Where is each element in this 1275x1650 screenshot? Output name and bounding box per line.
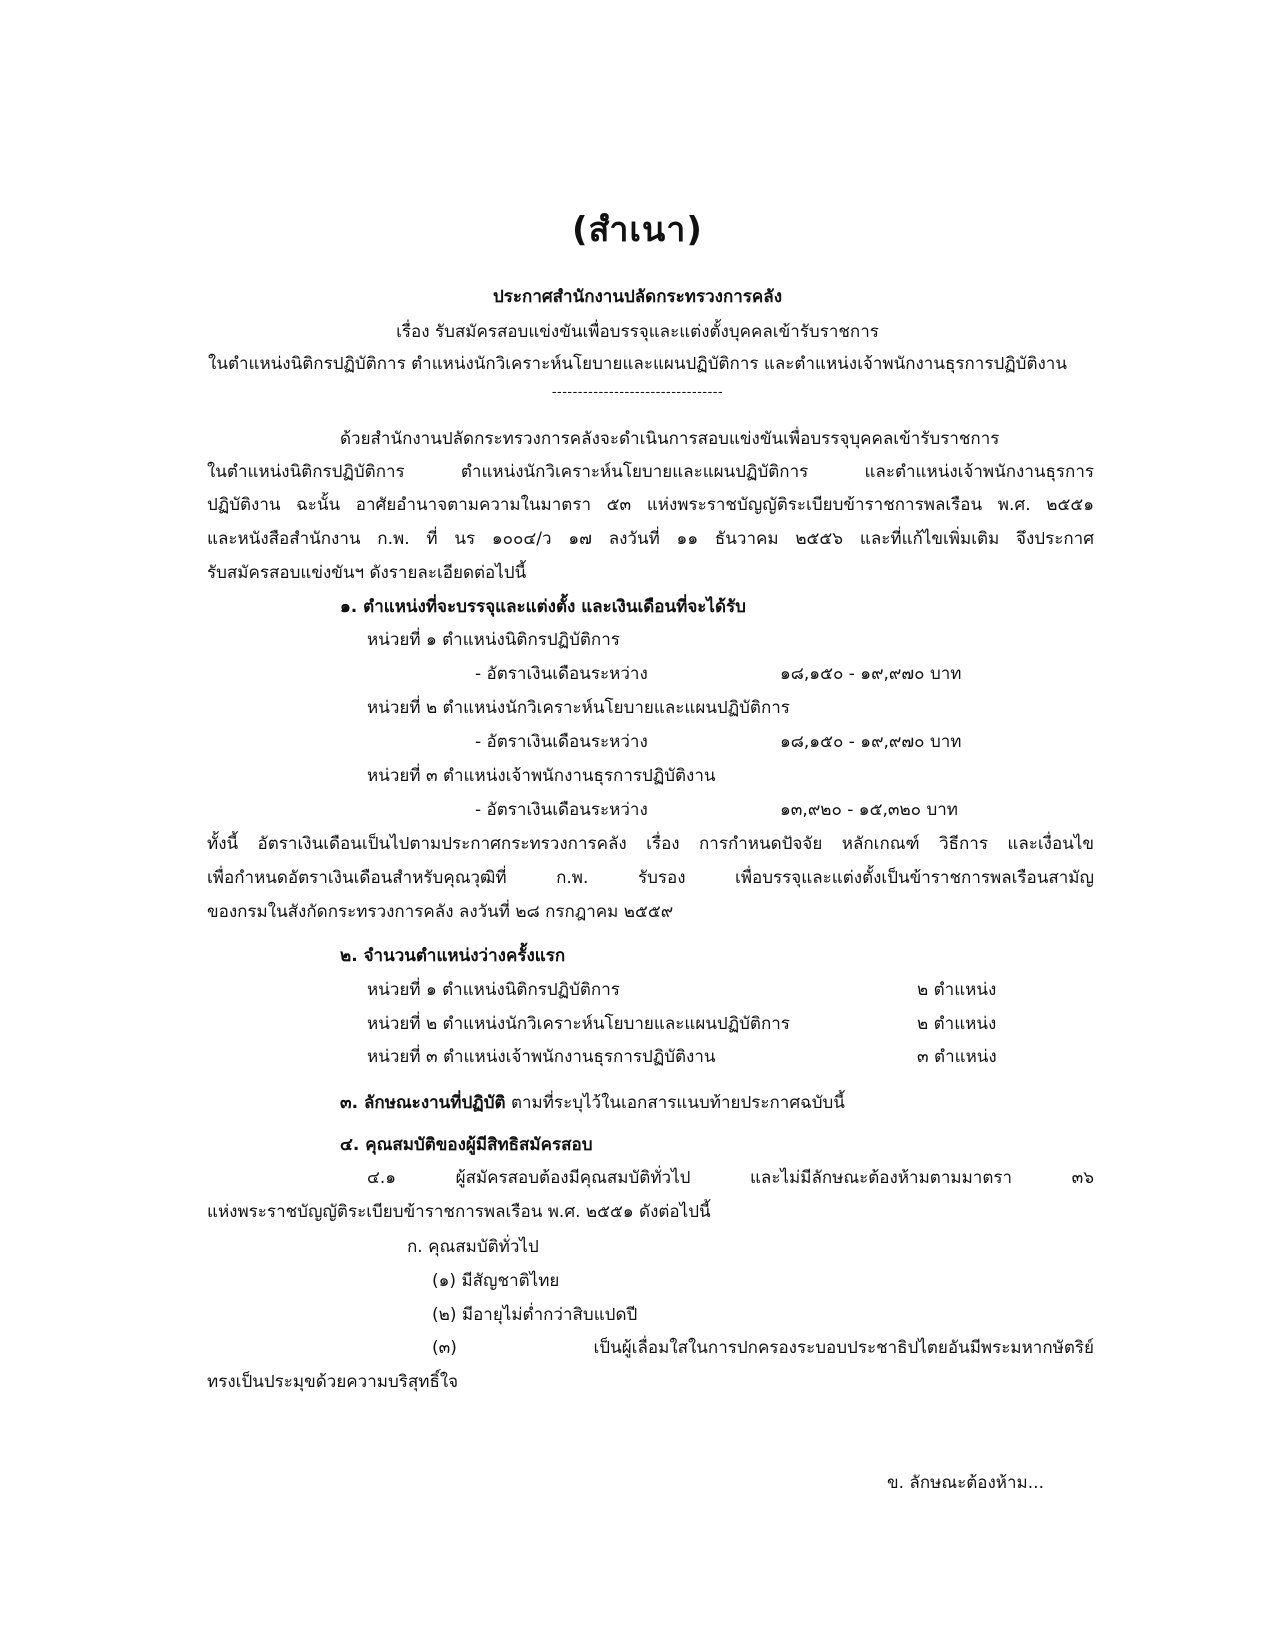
- section1-salary-range-1: ๑๘,๑๕๐ - ๑๙,๙๗๐ บาท: [780, 664, 962, 684]
- section2-heading: ๒. จำนวนตำแหน่งว่างครั้งแรก: [340, 946, 566, 966]
- section1-unit-1: หน่วยที่ ๑ ตำแหน่งนิติกรปฏิบัติการ: [367, 630, 620, 650]
- section3-line: [340, 1092, 845, 1114]
- section1-salary-range-3: ๑๓,๙๒๐ - ๑๕,๓๒๐ บาท: [780, 800, 959, 820]
- header-divider: ---------------------------------: [551, 385, 724, 400]
- announcement-positions: ในตำแหน่งนิติกรปฏิบัติการ ตำแหน่งนักวิเคราะห์นโยบายและแผนปฏิบัติการ และตำแหน่งเจ้าพนักงานธุรการปฏิบัติงาน: [208, 354, 1067, 374]
- section4-item-3: (๓) เป็นผู้เลื่อมใสในการปกครองระบอบประชาธิปไตยอันมีพระมหากษัตริย์: [432, 1338, 1094, 1358]
- section4-para-line-2: แห่งพระราชบัญญัติระเบียบข้าราชการพลเรือน พ.ศ. ๒๕๕๑ ดังต่อไปนี้: [207, 1202, 711, 1222]
- intro-line-4: และหนังสือสำนักงาน ก.พ. ที่ นร ๑๐๐๔/ว ๑๗ ลงวันที่ ๑๑ ธันวาคม ๒๕๕๖ และที่แก้ไขเพิ่มเติม จึงประกาศ: [207, 529, 1094, 549]
- section4-item-1: (๑) มีสัญชาติไทย: [432, 1271, 560, 1291]
- section1-salary-label-3: - อัตราเงินเดือนระหว่าง: [475, 800, 648, 820]
- section1-salary-label-2: - อัตราเงินเดือนระหว่าง: [475, 732, 648, 752]
- section4-item-3-continued: ทรงเป็นประมุขด้วยความบริสุทธิ์ใจ: [207, 1372, 459, 1392]
- section1-unit-2: หน่วยที่ ๒ ตำแหน่งนักวิเคราะห์นโยบายและแผนปฏิบัติการ: [367, 698, 790, 718]
- section4-para-line-1: ๔.๑ ผู้สมัครสอบต้องมีคุณสมบัติทั่วไป และไม่มีลักษณะต้องห้ามตามมาตรา ๓๖: [367, 1168, 1094, 1188]
- section1-heading: ๑. ตำแหน่งที่จะบรรจุและแต่งตั้ง และเงินเดือนที่จะได้รับ: [340, 597, 746, 617]
- section1-note-line-1: ทั้งนี้ อัตราเงินเดือนเป็นไปตามประกาศกระทรวงการคลัง เรื่อง การกำหนดปัจจัย หลักเกณฑ์ วิธีการ และเงื่อนไข: [207, 834, 1094, 854]
- section1-note-line-2: เพื่อกำหนดอัตราเงินเดือนสำหรับคุณวุฒิที่ ก.พ. รับรอง เพื่อบรรจุและแต่งตั้งเป็นข้าราชการพลเรือนสามัญ: [207, 868, 1094, 888]
- section2-count-3: ๓ ตำแหน่ง: [917, 1047, 997, 1067]
- section1-unit-3: หน่วยที่ ๓ ตำแหน่งเจ้าพนักงานธุรการปฏิบัติงาน: [367, 766, 716, 786]
- section4-heading: ๔. คุณสมบัติของผู้มีสิทธิสมัครสอบ: [340, 1135, 593, 1155]
- section3-text: ตามที่ระบุไว้ในเอกสารแนบท้ายประกาศฉบับนี้: [510, 1093, 845, 1113]
- intro-line-3: ปฏิบัติงาน ฉะนั้น อาศัยอำนาจตามความในมาตรา ๕๓ แห่งพระราชบัญญัติระเบียบข้าราชการพลเรือน พ.ศ. ๒๕๕๑: [207, 495, 1094, 515]
- section4-sub-heading: ก. คุณสมบัติทั่วไป: [407, 1237, 539, 1257]
- announcement-title: ประกาศสำนักงานปลัดกระทรวงการคลัง: [492, 287, 783, 307]
- page-continuation: ข. ลักษณะต้องห้าม...: [887, 1473, 1044, 1493]
- section1-salary-label-1: - อัตราเงินเดือนระหว่าง: [475, 664, 648, 684]
- document-label: (สำเนา): [572, 210, 703, 250]
- intro-line-5: รับสมัครสอบแข่งขันฯ ดังรายละเอียดต่อไปนี้: [207, 563, 527, 583]
- section2-count-1: ๒ ตำแหน่ง: [917, 980, 997, 1000]
- section2-count-2: ๒ ตำแหน่ง: [917, 1014, 997, 1034]
- intro-line-2: ในตำแหน่งนิติกรปฏิบัติการ ตำแหน่งนักวิเคราะห์นโยบายและแผนปฏิบัติการ และตำแหน่งเจ้าพนักงานธุรการ: [207, 462, 1094, 482]
- section2-unit-1: หน่วยที่ ๑ ตำแหน่งนิติกรปฏิบัติการ: [367, 980, 620, 1000]
- section4-item-2: (๒) มีอายุไม่ต่ำกว่าสิบแปดปี: [432, 1305, 638, 1325]
- section1-salary-range-2: ๑๘,๑๕๐ - ๑๙,๙๗๐ บาท: [780, 732, 962, 752]
- section2-unit-2: หน่วยที่ ๒ ตำแหน่งนักวิเคราะห์นโยบายและแผนปฏิบัติการ: [367, 1014, 790, 1034]
- section3-heading: ๓. ลักษณะงานที่ปฏิบัติ: [340, 1093, 506, 1113]
- section2-unit-3: หน่วยที่ ๓ ตำแหน่งเจ้าพนักงานธุรการปฏิบัติงาน: [367, 1047, 716, 1067]
- announcement-subject: เรื่อง รับสมัครสอบแข่งขันเพื่อบรรจุและแต่งตั้งบุคคลเข้ารับราชการ: [396, 322, 879, 342]
- intro-line-1: ด้วยสำนักงานปลัดกระทรวงการคลังจะดำเนินการสอบแข่งขันเพื่อบรรจุบุคคลเข้ารับราชการ: [340, 429, 1000, 449]
- section1-note-line-3: ของกรมในสังกัดกระทรวงการคลัง ลงวันที่ ๒๘ กรกฎาคม ๒๕๕๙: [207, 902, 674, 922]
